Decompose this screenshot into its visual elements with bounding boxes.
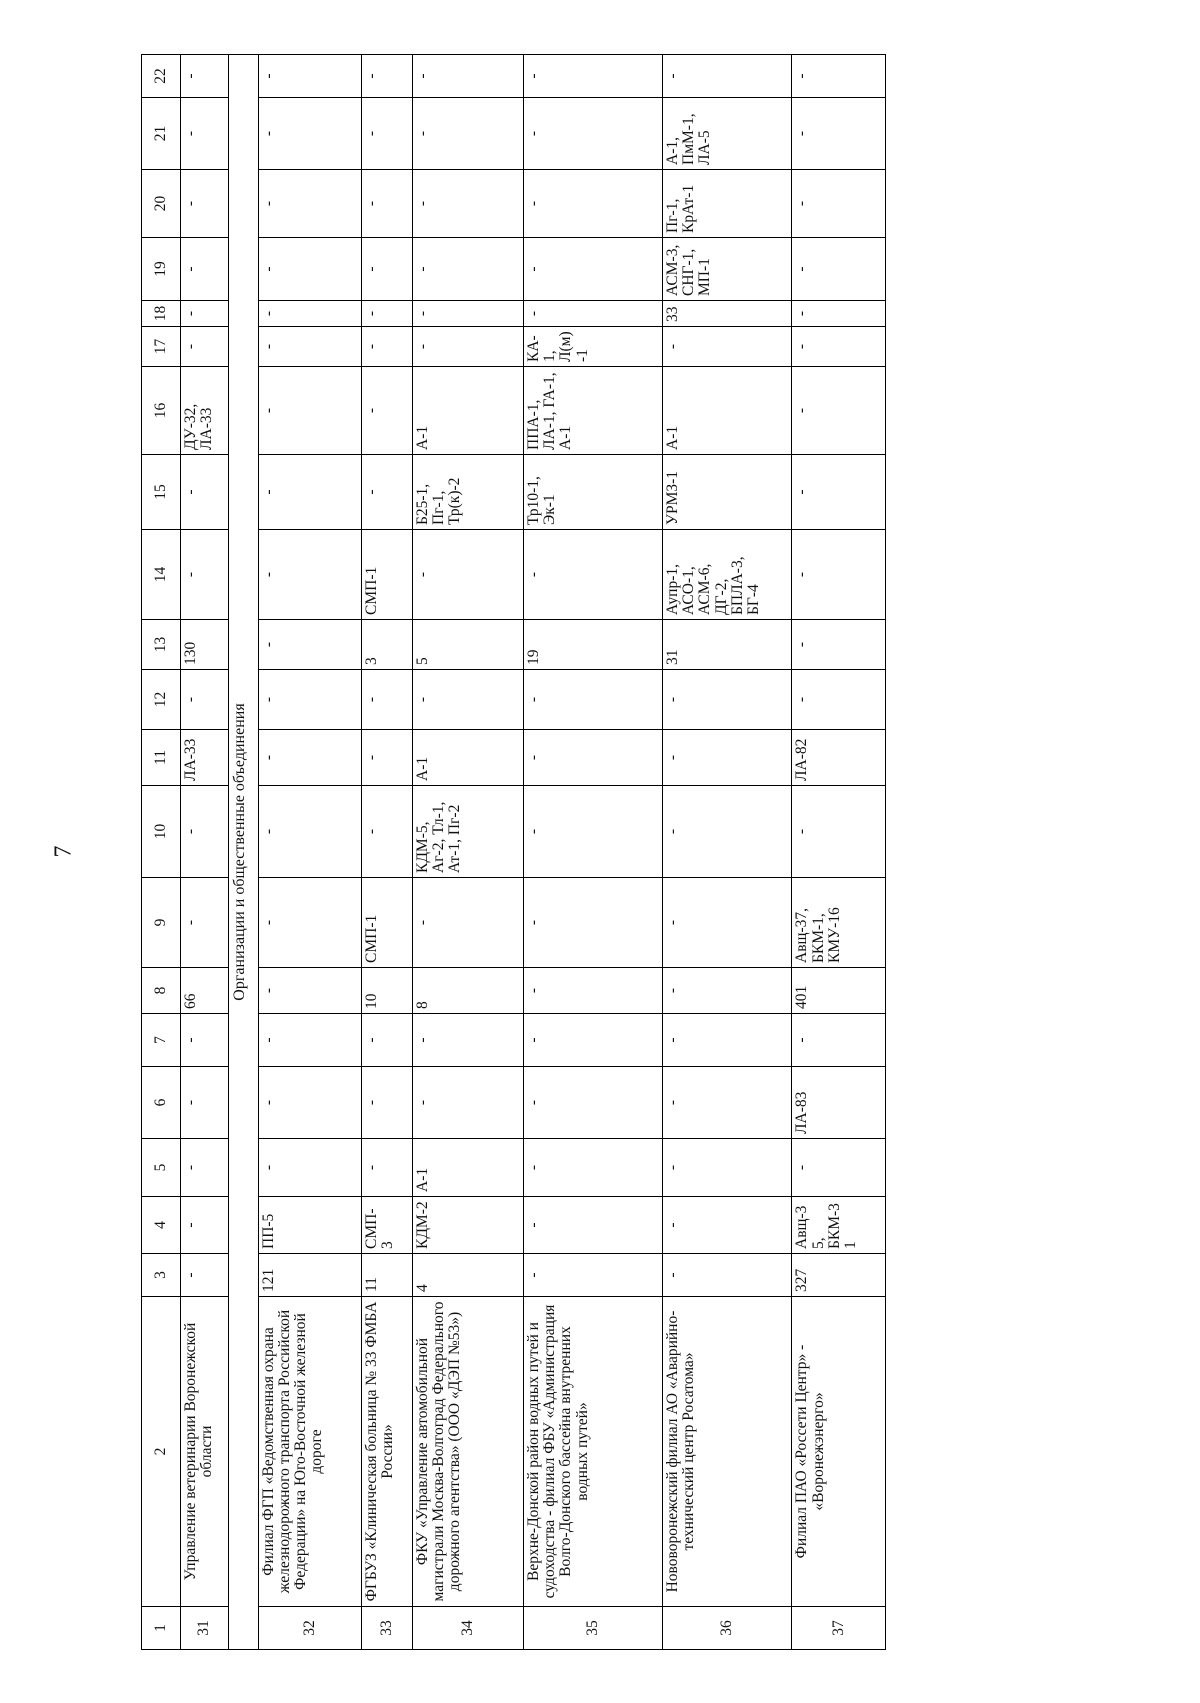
table-cell: - (258, 670, 362, 730)
table-cell: - (258, 170, 362, 238)
table-cell: - (258, 367, 362, 455)
table-cell: ППА-1, ЛА-1, ГА-1, А-1 (523, 367, 662, 455)
table-cell: СМП-3 (362, 1197, 413, 1254)
table-cell: - (792, 301, 886, 327)
table-cell: - (258, 530, 362, 620)
table-cell: КДМ-2 (412, 1197, 523, 1254)
column-header: 16 (142, 367, 181, 455)
table-cell: - (181, 670, 228, 730)
table-cell: ПП-5 (258, 1197, 362, 1254)
table-cell: - (412, 55, 523, 98)
organization-name-cell: Филиал ФГП «Ведомственная охрана железнодорожного транспорта Российской Федерации» на Юго-Восточной железной дороге (258, 1297, 362, 1607)
table-cell: - (412, 1067, 523, 1139)
table-cell: Аупр-1, АСО-1, АСМ-6, ДГ-2, БПЛА-3, БГ-4 (662, 530, 792, 620)
table-cell: - (362, 170, 413, 238)
table-cell: - (523, 530, 662, 620)
column-header: 13 (142, 620, 181, 670)
table-cell: - (181, 786, 228, 878)
column-header: 20 (142, 170, 181, 238)
table-cell: - (792, 620, 886, 670)
table-cell: - (662, 55, 792, 98)
column-header: 15 (142, 455, 181, 530)
table-cell: СМП-1 (362, 530, 413, 620)
section-row (228, 55, 258, 1650)
table-cell: - (412, 530, 523, 620)
column-header-row (142, 55, 181, 1650)
table-cell: - (523, 55, 662, 98)
table-cell: 11 (362, 1254, 413, 1297)
table-cell: - (412, 670, 523, 730)
table-cell: - (523, 170, 662, 238)
table-cell: А-1 (412, 367, 523, 455)
resources-table (141, 54, 886, 1650)
table-cell: - (258, 238, 362, 301)
organization-name-cell: Филиал ПАО «Россети Центр» - «Воронежэнерго» (792, 1297, 886, 1607)
table-cell: - (258, 98, 362, 170)
table-cell: - (362, 327, 413, 367)
row-number-cell: 35 (523, 1607, 662, 1650)
table-cell: Пг-1, КрАт-1 (662, 170, 792, 238)
column-header: 3 (142, 1254, 181, 1297)
table-cell: - (662, 1139, 792, 1197)
table-cell: - (362, 301, 413, 327)
table-cell: 3 (362, 620, 413, 670)
table-cell: - (412, 1014, 523, 1067)
column-header: 7 (142, 1014, 181, 1067)
table-row (412, 55, 523, 1650)
table-cell: - (362, 55, 413, 98)
table-cell: - (412, 238, 523, 301)
table-row (523, 55, 662, 1650)
table-cell: 327 (792, 1254, 886, 1297)
table-cell: - (523, 878, 662, 968)
organization-name-cell: Нововоронежский филиал АО «Аварийно-технический центр Росатома» (662, 1297, 792, 1607)
table-cell: - (523, 1197, 662, 1254)
table-cell: 66 (181, 968, 228, 1014)
table-cell: - (662, 327, 792, 367)
table-cell: - (792, 170, 886, 238)
table-cell: - (662, 730, 792, 786)
table-cell: - (523, 1254, 662, 1297)
table-cell: - (412, 170, 523, 238)
table-cell: - (258, 730, 362, 786)
table-cell: - (662, 1197, 792, 1254)
table-row (662, 55, 792, 1650)
table-cell: Авщ-37, БКМ-1, КМУ-16 (792, 878, 886, 968)
table-cell: ЛА-33 (181, 730, 228, 786)
table-cell: - (258, 620, 362, 670)
table-cell: КА-1, Л(м)-1 (523, 327, 662, 367)
table-cell: - (792, 327, 886, 367)
table-cell: - (362, 367, 413, 455)
table-cell: - (181, 1067, 228, 1139)
table-body (142, 55, 886, 1650)
table-cell: - (181, 170, 228, 238)
column-header: 11 (142, 730, 181, 786)
table-cell: ДУ-32, ЛА-33 (181, 367, 228, 455)
row-number-cell: 36 (662, 1607, 792, 1650)
table-cell: - (181, 530, 228, 620)
table-cell: - (523, 98, 662, 170)
table-cell: - (523, 301, 662, 327)
column-header: 8 (142, 968, 181, 1014)
table-cell: - (792, 55, 886, 98)
table-cell: - (523, 1067, 662, 1139)
table-cell: КДМ-5, Аг-2, Тл-1, Ат-1, Пг-2 (412, 786, 523, 878)
table-cell: - (662, 878, 792, 968)
table-cell: СМП-1 (362, 878, 413, 968)
table-cell: А-1 (662, 367, 792, 455)
row-number-cell: 34 (412, 1607, 523, 1650)
table-cell: Авщ-35, БКМ-31 (792, 1197, 886, 1254)
table-cell: - (362, 730, 413, 786)
table-cell: - (258, 327, 362, 367)
table-row (362, 55, 413, 1650)
table-row (792, 55, 886, 1650)
row-number-cell: 32 (258, 1607, 362, 1650)
organization-name-cell: Управление ветеринарии Воронежской области (181, 1297, 228, 1607)
table-cell: - (258, 455, 362, 530)
column-header: 17 (142, 327, 181, 367)
table-cell: - (258, 55, 362, 98)
table-cell: А-1 (412, 730, 523, 786)
table-cell: - (181, 98, 228, 170)
table-cell: 130 (181, 620, 228, 670)
table-cell: ЛА-82 (792, 730, 886, 786)
column-header: 19 (142, 238, 181, 301)
table-cell: - (523, 730, 662, 786)
table-cell: - (181, 301, 228, 327)
column-header: 1 (142, 1607, 181, 1650)
table-cell: - (362, 1139, 413, 1197)
table-cell: - (258, 1139, 362, 1197)
table-cell: А-1 (412, 1139, 523, 1197)
table-cell: - (258, 1067, 362, 1139)
table-cell: 4 (412, 1254, 523, 1297)
table-cell: - (258, 786, 362, 878)
table-cell: - (792, 786, 886, 878)
table-cell: Б25-1, Пг-1, Тр(к)-2 (412, 455, 523, 530)
table-cell: 401 (792, 968, 886, 1014)
table-cell: - (412, 327, 523, 367)
table-cell: - (362, 238, 413, 301)
table-cell: - (181, 1254, 228, 1297)
organization-name-cell: ФКУ «Управление автомобильной магистрали Москва-Волгоград Федерального дорожного агентства» (ООО «ДЭП №53») (412, 1297, 523, 1607)
table-cell: - (792, 455, 886, 530)
rotated-page-content (141, 55, 1141, 1650)
column-header: 4 (142, 1197, 181, 1254)
table-cell: - (792, 238, 886, 301)
column-header: 9 (142, 878, 181, 968)
table-cell: - (412, 878, 523, 968)
table-cell: - (662, 1254, 792, 1297)
column-header: 5 (142, 1139, 181, 1197)
column-header: 21 (142, 98, 181, 170)
table-cell: - (662, 1067, 792, 1139)
table-cell: - (792, 530, 886, 620)
table-cell: - (662, 968, 792, 1014)
table-cell: - (258, 301, 362, 327)
table-cell: - (181, 55, 228, 98)
table-cell: - (362, 1014, 413, 1067)
table-cell: - (362, 670, 413, 730)
table-cell: - (258, 1014, 362, 1067)
table-cell: А-1, ПмМ-1, ЛА-5 (662, 98, 792, 170)
row-number-cell: 33 (362, 1607, 413, 1650)
table-cell: - (258, 968, 362, 1014)
table-cell: - (523, 1014, 662, 1067)
table-cell: 8 (412, 968, 523, 1014)
table-cell: - (362, 786, 413, 878)
table-cell: - (362, 1067, 413, 1139)
table-cell: - (181, 455, 228, 530)
table-cell: - (362, 98, 413, 170)
table-cell: - (181, 327, 228, 367)
table-cell: - (412, 98, 523, 170)
table-cell: - (181, 1014, 228, 1067)
table-cell: - (523, 238, 662, 301)
table-cell: - (662, 1014, 792, 1067)
table-row (258, 55, 362, 1650)
table-cell: - (523, 968, 662, 1014)
table-cell: - (792, 98, 886, 170)
organization-name-cell: ФГБУЗ «Клиническая больница № 33 ФМБА России» (362, 1297, 413, 1607)
column-header: 6 (142, 1067, 181, 1139)
table-cell: 33 (662, 301, 792, 327)
column-header: 12 (142, 670, 181, 730)
organization-name-cell: Верхне-Донской район водных путей и судоходства - филиал ФБУ «Администрация Волго-Донского бассейна внутренних водных путей» (523, 1297, 662, 1607)
section-title: Организации и общественные объединения (228, 55, 258, 1650)
table-cell: АСМ-3, СНГ-1, МП-1 (662, 238, 792, 301)
table-cell: - (181, 878, 228, 968)
column-header: 10 (142, 786, 181, 878)
column-header: 18 (142, 301, 181, 327)
table-row (181, 55, 228, 1650)
row-number-cell: 37 (792, 1607, 886, 1650)
column-header: 22 (142, 55, 181, 98)
table-cell: 10 (362, 968, 413, 1014)
table-cell: - (181, 1139, 228, 1197)
table-cell: - (523, 786, 662, 878)
table-cell: - (412, 301, 523, 327)
table-cell: 19 (523, 620, 662, 670)
table-cell: - (181, 238, 228, 301)
column-header: 14 (142, 530, 181, 620)
table-cell: - (662, 670, 792, 730)
table-cell: 31 (662, 620, 792, 670)
page-number: 7 (50, 845, 77, 858)
table-cell: - (792, 1014, 886, 1067)
table-cell: - (792, 1139, 886, 1197)
table-cell: - (792, 670, 886, 730)
table-cell: - (362, 455, 413, 530)
table-cell: - (181, 1197, 228, 1254)
table-cell: ЛА-83 (792, 1067, 886, 1139)
table-cell: - (523, 1139, 662, 1197)
table-cell: - (523, 670, 662, 730)
table-cell: - (792, 367, 886, 455)
table-cell: УРМЗ-1 (662, 455, 792, 530)
column-header: 2 (142, 1297, 181, 1607)
table-cell: 5 (412, 620, 523, 670)
row-number-cell: 31 (181, 1607, 228, 1650)
table-cell: - (258, 878, 362, 968)
table-cell: 121 (258, 1254, 362, 1297)
table-cell: Тр10-1, Эк-1 (523, 455, 662, 530)
table-cell: - (662, 786, 792, 878)
